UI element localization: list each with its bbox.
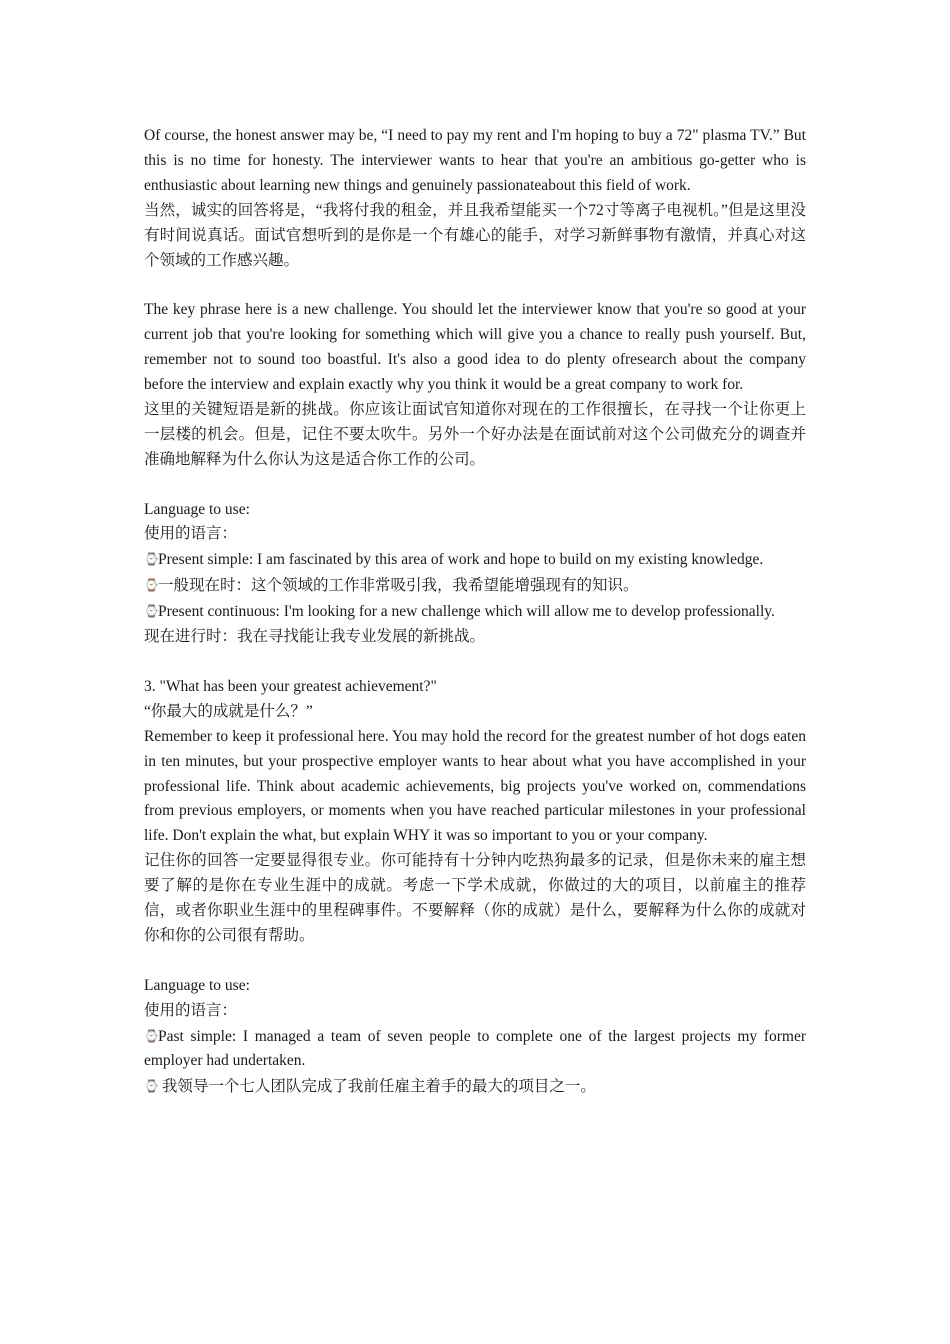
- clock-bullet-icon: ⌚: [144, 1028, 159, 1043]
- language-heading-chinese: 使用的语言：: [144, 525, 238, 543]
- paragraph-spacer: [144, 273, 806, 298]
- paragraph-spacer: [144, 949, 806, 974]
- question3-title-english: 3. "What has been your greatest achievement?": [144, 677, 437, 695]
- section1-english-paragraph: Of course, the honest answer may be, “I need to pay my rent and I'm hoping to buy a 72" plasma TV.” But this is no time for honesty. The interviewer wants to hear that you're an ambitious go-getter who is enthusiastic about learning new things and genuinely passionateabout this field of work.: [144, 127, 806, 194]
- language-item-text: Past simple: I managed a team of seven people to complete one of the largest projects my former employer had undertaken.: [144, 1027, 806, 1070]
- question3-chinese-paragraph: 记住你的回答一定要显得很专业。你可能持有十分钟内吃热狗最多的记录，但是你未来的雇主想要了解的是你在专业生涯中的成就。考虑一下学术成就，你做过的大的项目，以前雇主的推荐信，或者你职业生涯中的里程碑事件。不要解释（你的成就）是什么，要解释为什么你的成就对你和你的公司很有帮助。: [144, 852, 806, 944]
- section1-chinese-paragraph: 当然，诚实的回答将是，“我将付我的租金，并且我希望能买一个72寸等离子电视机。”但是这里没有时间说真话。面试官想听到的是你是一个有雄心的能手，对学习新鲜事物有激情，并真心对这个领域的工作感兴趣。: [144, 201, 806, 269]
- language-item-present-continuous-chinese: 现在进行时：我在寻找能让我专业发展的新挑战。: [144, 628, 486, 646]
- question3-english-paragraph: Remember to keep it professional here. You may hold the record for the greatest number of hot dogs eaten in ten minutes, but your prospective employer wants to hear about what you have accomplished in your professional life. Think about academic achievements, big projects you've worked on, commendations from previous employers, or moments when you have reached particular milestones in your professional life. Don't explain the what, but explain WHY it was so important to you or your company.: [144, 727, 806, 845]
- language2-heading-chinese: 使用的语言：: [144, 1001, 238, 1019]
- document-page: [144, 124, 806, 1100]
- language-item-text: 一般现在时：这个领域的工作非常吸引我，我希望能增强现有的知识。: [158, 577, 639, 595]
- clock-bullet-icon: ⌚: [144, 552, 159, 567]
- language2-item-past-simple-chinese: [144, 1074, 806, 1100]
- clock-bullet-icon: ⌚: [144, 578, 159, 593]
- section2-english-paragraph: The key phrase here is a new challenge. You should let the interviewer know that you're so good at your current job that you're looking for something which will give you a chance to really push yourself. But, remember not to sound too boastful. It's also a good idea to do plenty ofresearch about the company before the interview and explain exactly why you think it would be a great company to work for.: [144, 301, 806, 394]
- paragraph-spacer: [144, 650, 806, 675]
- question3-title-chinese: “你最大的成就是什么？”: [144, 702, 313, 720]
- language-item-present-simple: [144, 547, 806, 573]
- language2-heading-english: Language to use:: [144, 976, 250, 994]
- section2-chinese-paragraph: 这里的关键短语是新的挑战。你应该让面试官知道你对现在的工作很擅长，在寻找一个让你更上一层楼的机会。但是，记住不要太吹牛。另外一个好办法是在面试前对这个公司做充分的调查并准确地解释为什么你认为这是适合你工作的公司。: [144, 400, 806, 468]
- clock-bullet-icon: ⌚: [144, 1079, 159, 1094]
- paragraph-spacer: [144, 473, 806, 498]
- language-heading-english: Language to use:: [144, 500, 250, 518]
- clock-bullet-icon: ⌚: [144, 604, 159, 619]
- language-item-text: 我领导一个七人团队完成了我前任雇主着手的最大的项目之一。: [158, 1078, 596, 1096]
- language-item-text: Present simple: I am fascinated by this area of work and hope to build on my existing knowledge.: [158, 551, 764, 569]
- language-item-present-continuous: [144, 599, 806, 625]
- language-item-present-simple-chinese: [144, 573, 806, 599]
- language-item-text: Present continuous: I'm looking for a new challenge which will allow me to develop professionally.: [158, 603, 775, 621]
- language2-item-past-simple: [144, 1024, 806, 1075]
